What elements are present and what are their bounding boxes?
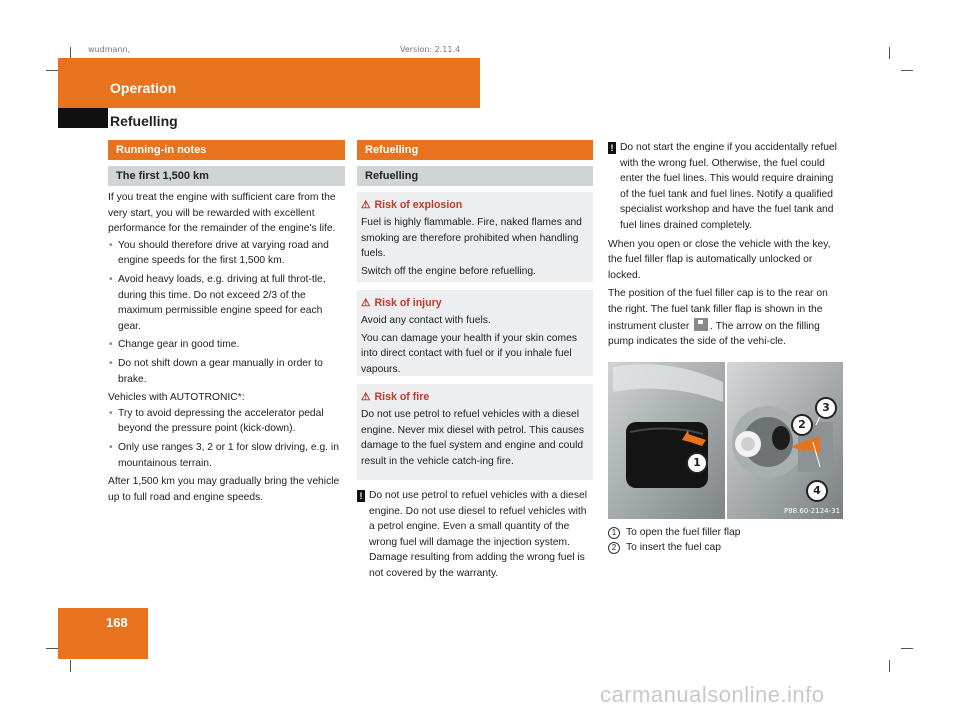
fuel-flap-photo	[608, 362, 843, 519]
subsection-bar: The first 1,500 km	[108, 166, 345, 186]
callout-4: 4	[806, 480, 828, 502]
warning-text: Fuel is highly flammable. Fire, naked flames and smoking are therefore prohibited when handling fuels.	[361, 217, 582, 260]
page-number: 168	[106, 615, 128, 630]
warning-title: Risk of injury	[374, 297, 442, 309]
section-title: Operation	[110, 80, 177, 96]
exclamation-box-icon: !	[357, 490, 365, 502]
column-running-in	[108, 140, 345, 505]
note-wrong-fuel: ! Do not use petrol to refuel vehicles with a diesel engine. Do not use diesel to refuel vehicles with a petrol engine. Even a small quantity of the wrong fuel will damage the injection system. Damage resulting from adding the wrong fuel is not covered by the warranty.	[357, 488, 593, 582]
section-bar: Refuelling	[357, 140, 593, 160]
warning-title: Risk of explosion	[374, 199, 463, 211]
warning-box-explosion	[357, 192, 593, 282]
list-item: • Only use ranges 3, 2 or 1 for slow driving, e.g. in mountainous terrain.	[109, 441, 339, 469]
autotronic-label: Vehicles with AUTOTRONIC*:	[108, 392, 245, 404]
warning-text: You can damage your health if your skin comes into direct contact with fuel or if you inhale fuel vapours.	[361, 332, 577, 375]
crop-mark	[889, 660, 890, 672]
column-filler-flap	[608, 140, 844, 556]
exclamation-box-icon: !	[608, 142, 616, 154]
intro-paragraph: If you treat the engine with sufficient care from the very start, you will be rewarded with excellent performance for the remainder of the engine's life.	[108, 192, 336, 235]
crop-mark	[901, 70, 913, 71]
paragraph-position: The position of the fuel filler cap is to the rear on the right. The fuel tank filler flap is shown in the instrument cluster . The arrow on the filling pump indicates the side of the vehi-cle.	[608, 288, 828, 348]
subsection-title: Refuelling	[110, 113, 178, 129]
list-item: • Try to avoid depressing the accelerator pedal beyond the pressure point (kick-down).	[109, 407, 324, 435]
fuel-pump-icon	[694, 318, 708, 331]
legend-item: 2 To insert the fuel cap	[608, 540, 844, 556]
callout-3: 3	[815, 397, 837, 419]
crop-mark	[46, 648, 58, 649]
list-item: • You should therefore drive at varying road and engine speeds for the first 1,500 km.	[109, 239, 329, 267]
warning-box-injury	[357, 290, 593, 376]
header-marker	[58, 108, 108, 128]
crop-mark	[901, 648, 913, 649]
warning-text: Switch off the engine before refuelling.	[361, 265, 536, 277]
outro-paragraph: After 1,500 km you may gradually bring the vehicle up to full road and engine speeds.	[108, 476, 340, 503]
print-meta-left: wudmann,	[88, 45, 131, 54]
warning-text: Do not use petrol to refuel vehicles with a diesel engine. Never mix diesel with petrol. This causes damage to the fuel system and engine and could result in the vehicle catch-ing fire.	[361, 409, 585, 467]
crop-mark	[70, 660, 71, 672]
print-meta-right: Version: 2.11.4	[400, 45, 461, 54]
crop-mark	[46, 70, 58, 71]
note-do-not-start: ! Do not start the engine if you accidentally refuel with the wrong fuel. Otherwise, the fuel could enter the fuel lines. This would require draining of the fuel tank and fuel lines. Notify a qualified specialist workshop and have the fuel tank and fuel lines drained completely.	[608, 140, 844, 234]
warning-box-fire	[357, 384, 593, 480]
column-refuelling	[357, 140, 593, 582]
subsection-bar: Refuelling	[357, 166, 593, 186]
section-bar: Running-in notes	[108, 140, 345, 160]
warning-triangle-icon: ⚠	[361, 391, 371, 403]
warning-text: Avoid any contact with fuels.	[361, 315, 491, 326]
list-item: • Do not shift down a gear manually in order to brake.	[109, 357, 323, 385]
warning-triangle-icon: ⚠	[361, 297, 371, 309]
callout-1: 1	[686, 452, 708, 474]
callout-2: 2	[791, 414, 813, 436]
list-item: • Avoid heavy loads, e.g. driving at full throt-tle, during this time. Do not exceed 2/3 of the maximum permissible engine speed for each gear.	[109, 273, 326, 332]
list-item: • Change gear in good time.	[109, 339, 240, 351]
warning-title: Risk of fire	[374, 391, 430, 403]
paragraph-locking: When you open or close the vehicle with the key, the fuel filler flap is automatically unlocked or locked.	[608, 238, 831, 281]
crop-mark	[889, 47, 890, 59]
watermark: carmanualsonline.info	[600, 682, 825, 707]
legend-item: 1 To open the fuel filler flap	[608, 525, 844, 541]
warning-triangle-icon: ⚠	[361, 199, 371, 211]
image-code: P88.60-2124-31	[784, 506, 841, 515]
